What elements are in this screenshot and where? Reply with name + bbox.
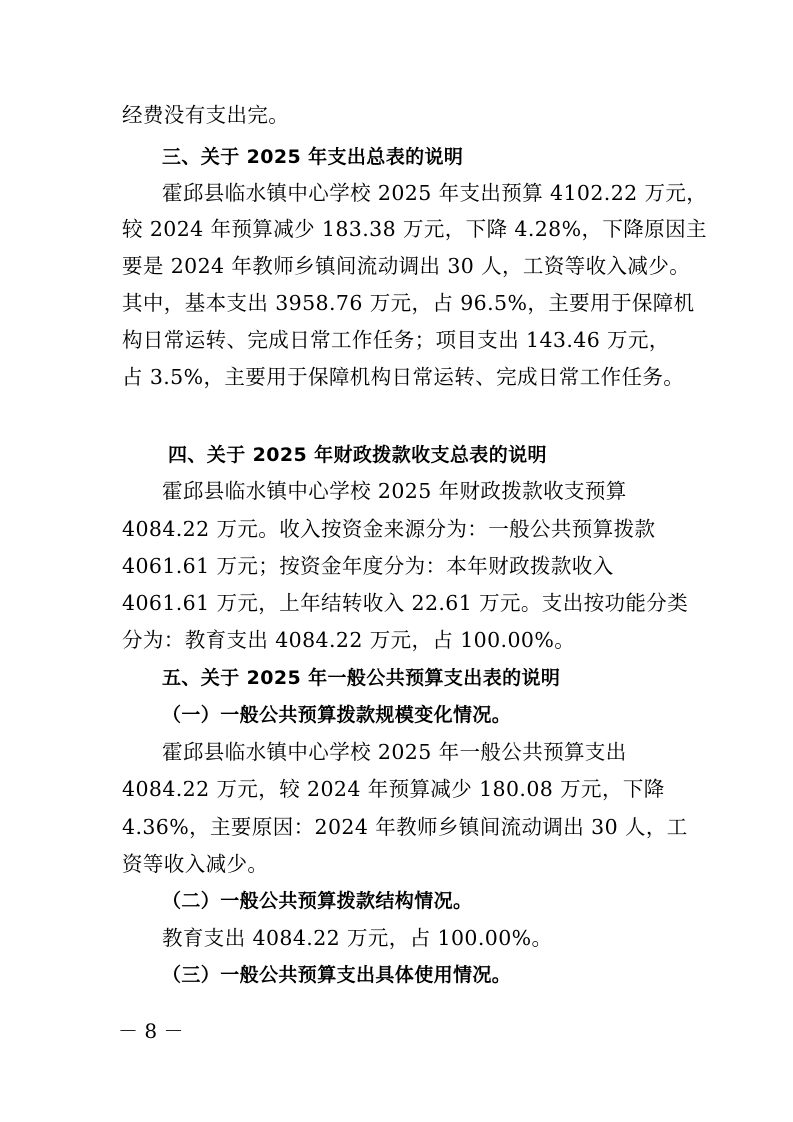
paragraph-line: 4061.61 万元；按资金年度分为：本年财政拨款收入 <box>122 554 614 578</box>
paragraph-line: 霍邱县临水镇中心学校 2025 年财政拨款收支预算 <box>162 479 627 503</box>
section-heading: 四、关于 2025 年财政拨款收支总表的说明 <box>168 444 547 466</box>
paragraph-line: 4061.61 万元，上年结转收入 22.61 万元。支出按功能分类 <box>122 591 689 615</box>
paragraph-line: 资等收入减少。 <box>122 852 269 876</box>
paragraph-line: 4084.22 万元，较 2024 年预算减少 180.08 万元，下降 <box>122 777 665 801</box>
paragraph-line: 较 2024 年预算减少 183.38 万元，下降 4.28%，下降原因主 <box>122 217 707 241</box>
subsection-heading: （二）一般公共预算拨款结构情况。 <box>162 890 473 912</box>
paragraph-line: 霍邱县临水镇中心学校 2025 年一般公共预算支出 <box>162 740 627 764</box>
paragraph-line: 4084.22 万元。收入按资金来源分为：一般公共预算拨款 <box>122 517 656 541</box>
paragraph-line: 分为：教育支出 4084.22 万元，占 100.00%。 <box>122 628 576 652</box>
section-heading: 三、关于 2025 年支出总表的说明 <box>162 146 464 168</box>
paragraph-line: 经费没有支出完。 <box>122 103 290 127</box>
page-number: － 8 － <box>118 1019 184 1043</box>
paragraph-line: 霍邱县临水镇中心学校 2025 年支出预算 4102.22 万元， <box>162 181 708 205</box>
paragraph-line: 要是 2024 年教师乡镇间流动调出 30 人，工资等收入减少。 <box>122 254 691 278</box>
subsection-heading: （一）一般公共预算拨款规模变化情况。 <box>162 704 512 726</box>
paragraph-line: 其中，基本支出 3958.76 万元，占 96.5%，主要用于保障机 <box>122 291 695 315</box>
paragraph-line: 构日常运转、完成日常工作任务；项目支出 143.46 万元， <box>122 328 670 352</box>
subsection-heading: （三）一般公共预算支出具体使用情况。 <box>162 964 512 986</box>
section-heading: 五、关于 2025 年一般公共预算支出表的说明 <box>162 667 561 689</box>
paragraph-line: 4.36%，主要原因：2024 年教师乡镇间流动调出 30 人，工 <box>122 815 688 839</box>
paragraph-line: 占 3.5%，主要用于保障机构日常运转、完成日常工作任务。 <box>122 365 685 389</box>
paragraph-line: 教育支出 4084.22 万元，占 100.00%。 <box>162 926 553 950</box>
